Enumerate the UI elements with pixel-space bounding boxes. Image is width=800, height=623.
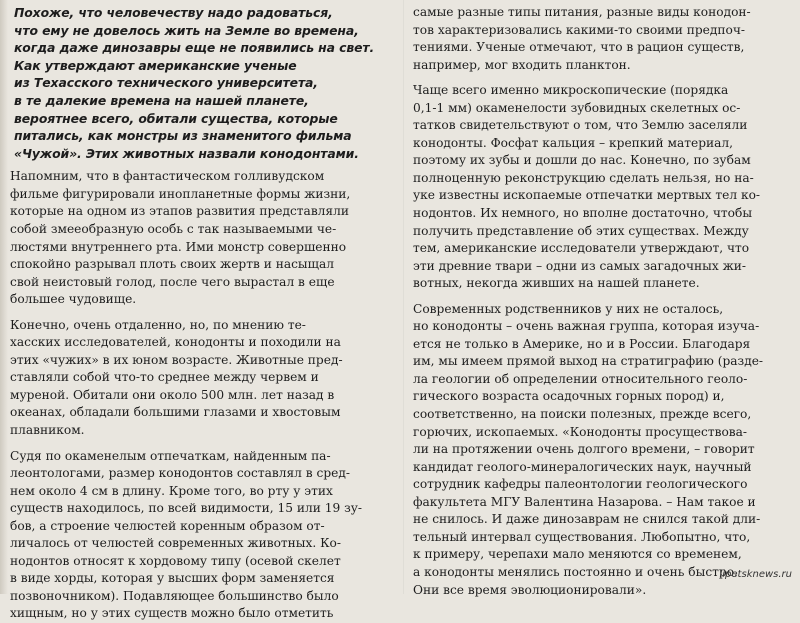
text-line: люстями внутреннего рта. Ими монстр совершенно <box>10 239 347 254</box>
text-line: ставляли собой что-то среднее между червем и <box>10 370 319 385</box>
text-line: конодонты. Фосфат кальция – крепкий материал, <box>413 135 734 150</box>
text-line: кандидат геолого-минералогических наук, научный <box>413 459 752 474</box>
text-line: тов характеризовались какими-то своими предпоч- <box>413 22 746 37</box>
text-line: нем около 4 см в длину. Кроме того, во рту у этих <box>10 483 333 498</box>
text-line: этих «чужих» в их юном возрасте. Животные пред- <box>10 352 343 367</box>
text-line: татков свидетельствуют о том, что Землю заселяли <box>413 118 748 133</box>
right-column <box>413 4 793 599</box>
text-line: большее чудовище. <box>10 292 137 307</box>
text-line: полноценную реконструкцию сделать нельзя, но на- <box>413 170 754 185</box>
paragraph-gap <box>413 74 793 82</box>
right-body-text <box>413 4 793 599</box>
paragraph <box>10 448 395 623</box>
text-line: 0,1-1 мм) окаменелости зубовидных скелетных ос- <box>413 100 741 115</box>
text-line: бов, а строение челюстей коренным образом от- <box>10 518 325 533</box>
text-line: хищным, но у этих существ можно было отметить <box>10 606 334 621</box>
text-line: спокойно разрывал плоть своих жертв и насыщал <box>10 257 334 272</box>
lead-line: из Техасского технического университета, <box>14 75 318 91</box>
text-line: Конечно, очень отдаленно, но, по мнению те- <box>10 317 306 332</box>
text-line: гического возраста осадочных горных пород) и, <box>413 389 725 404</box>
text-line: тениями. Ученые отмечают, что в рацион существ, <box>413 40 745 55</box>
text-line: получить представление об этих существах. Между <box>413 223 749 238</box>
scan-edge-shadow <box>0 0 8 594</box>
text-line: фильме фигурировали инопланетные формы жизни, <box>10 186 351 201</box>
article-lead <box>14 4 395 162</box>
text-line: нодонтов. Их немного, но вполне достаточно, чтобы <box>413 206 753 221</box>
lead-line: «Чужой». Этих животных назвали конодонтами. <box>14 145 359 161</box>
text-line: океанах, обладали большими глазами и хвостовым <box>10 405 341 420</box>
left-column <box>10 4 395 623</box>
text-line: существ находилось, по всей видимости, 15 или 19 зу- <box>10 501 363 516</box>
text-line: свой неистовый голод, после чего вырастал в еще <box>10 274 335 289</box>
text-line: леонтологами, размер конодонтов составлял в сред- <box>10 466 350 481</box>
text-line: вотных, некогда живших на нашей планете. <box>413 276 700 291</box>
source-credit: lipetsknews.ru <box>719 569 792 580</box>
text-line: а конодонты менялись постоянно и очень быстро. <box>413 564 738 579</box>
lead-line: когда даже динозавры еще не появились на свет. <box>14 40 375 56</box>
paragraph <box>413 82 793 293</box>
text-line: но конодонты – очень важная группа, которая изуча- <box>413 319 760 334</box>
text-line: к примеру, черепахи мало меняются со временем, <box>413 547 742 562</box>
text-line: факультета МГУ Валентина Назарова. – Нам такое и <box>413 494 756 509</box>
text-line: ли на протяжении очень долгого времени, – говорит <box>413 442 755 457</box>
text-line: тем, американские исследователи утверждают, что <box>413 241 750 256</box>
paragraph-gap <box>10 440 395 448</box>
text-line: собой змееобразную особь с так называемыми че- <box>10 221 337 236</box>
text-line: горючих, ископаемых. «Конодонты просуществова- <box>413 424 748 439</box>
text-line: муреной. Обитали они около 500 млн. лет назад в <box>10 387 335 402</box>
lead-line: Как утверждают американские ученые <box>14 57 297 73</box>
left-body-text <box>10 168 395 623</box>
text-line: например, мог входить планктон. <box>413 57 631 72</box>
text-line: в виде хорды, которая у высших форм заменяется <box>10 571 335 586</box>
lead-line: Похоже, что человечеству надо радоваться, <box>14 5 333 20</box>
text-line: соответственно, на поиски полезных, прежде всего, <box>413 407 752 422</box>
text-line: самые разные типы питания, разные виды конодон- <box>413 5 751 19</box>
column-divider <box>403 0 404 594</box>
text-line: поэтому их зубы и дошли до нас. Конечно, по зубам <box>413 153 751 168</box>
lead-line: питались, как монстры из знаменитого фильма <box>14 128 352 144</box>
text-line: Они все время эволюционировали». <box>413 582 647 597</box>
text-line: нодонтов относят к хордовому типу (осевой скелет <box>10 553 341 568</box>
text-line: ется не только в Америке, но и в России. Благодаря <box>413 336 751 351</box>
text-line: сотрудник кафедры палеонтологии геологического <box>413 477 748 492</box>
text-line: Чаще всего именно микроскопические (порядка <box>413 83 729 98</box>
text-line: тельный интервал существования. Любопытно, что, <box>413 529 751 544</box>
paragraph-gap <box>413 293 793 301</box>
text-line: Напомним, что в фантастическом голливудском <box>10 169 325 184</box>
paragraph <box>10 168 395 308</box>
lead-line: вероятнее всего, обитали существа, которые <box>14 110 338 126</box>
lead-line: что ему не довелось жить на Земле во времена, <box>14 22 359 38</box>
text-line: Судя по окаменелым отпечаткам, найденным па- <box>10 448 331 463</box>
text-line: хасских исследователей, конодонты и походили на <box>10 335 341 350</box>
text-line: уке известны ископаемые отпечатки мертвых тел ко- <box>413 188 761 203</box>
text-line: не снилось. И даже динозаврам не снился такой дли- <box>413 512 761 527</box>
text-line: позвоночником). Подавляющее большинство было <box>10 588 339 603</box>
text-line: ла геологии об определении относительного геоло- <box>413 371 748 386</box>
paragraph-gap <box>10 309 395 317</box>
paragraph <box>413 301 793 599</box>
paragraph <box>10 317 395 440</box>
text-line: плавником. <box>10 423 85 437</box>
text-line: эти древние твари – одни из самых загадочных жи- <box>413 258 747 273</box>
text-line: личалось от челюстей современных животных. Ко- <box>10 536 341 551</box>
text-line: Современных родственников у них не осталось, <box>413 301 724 316</box>
lead-line: в те далекие времена на нашей планете, <box>14 92 309 108</box>
text-line: им, мы имеем прямой выход на стратиграфию (разде- <box>413 354 764 369</box>
text-line: которые на одном из этапов развития представляли <box>10 204 349 219</box>
paragraph <box>413 4 793 74</box>
